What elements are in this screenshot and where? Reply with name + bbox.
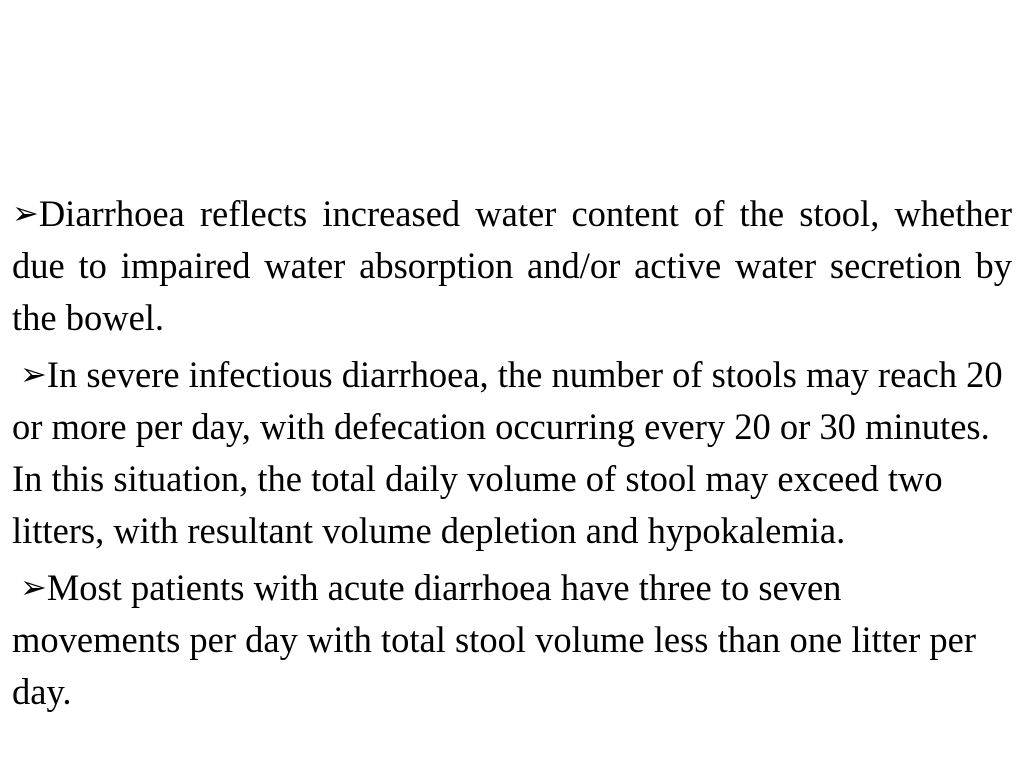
arrowhead-bullet-icon: ➢ bbox=[20, 355, 47, 393]
bullet-paragraph-3-text: Most patients with acute diarrhoea have three to seven movements per day with total stool volume less than one litter per day. bbox=[12, 567, 977, 712]
arrowhead-bullet-icon: ➢ bbox=[20, 568, 47, 606]
bullet-paragraph-1-text: Diarrhoea reflects increased water content of the stool, whether due to impaired water absorption and/or active water secretion by the bowel. bbox=[12, 193, 1012, 338]
bullet-paragraph-2 bbox=[12, 349, 1012, 557]
bullet-paragraph-3 bbox=[12, 562, 1012, 718]
arrowhead-bullet-icon: ➢ bbox=[12, 194, 39, 232]
bullet-paragraph-1 bbox=[12, 188, 1012, 344]
bullet-paragraph-2-text: In severe infectious diarrhoea, the number of stools may reach 20 or more per day, with defecation occurring every 20 or 30 minutes. In this situation, the total daily volume of stool may exceed two litters, with resultant volume depletion and hypokalemia. bbox=[12, 354, 1003, 551]
slide-body bbox=[12, 188, 1012, 718]
